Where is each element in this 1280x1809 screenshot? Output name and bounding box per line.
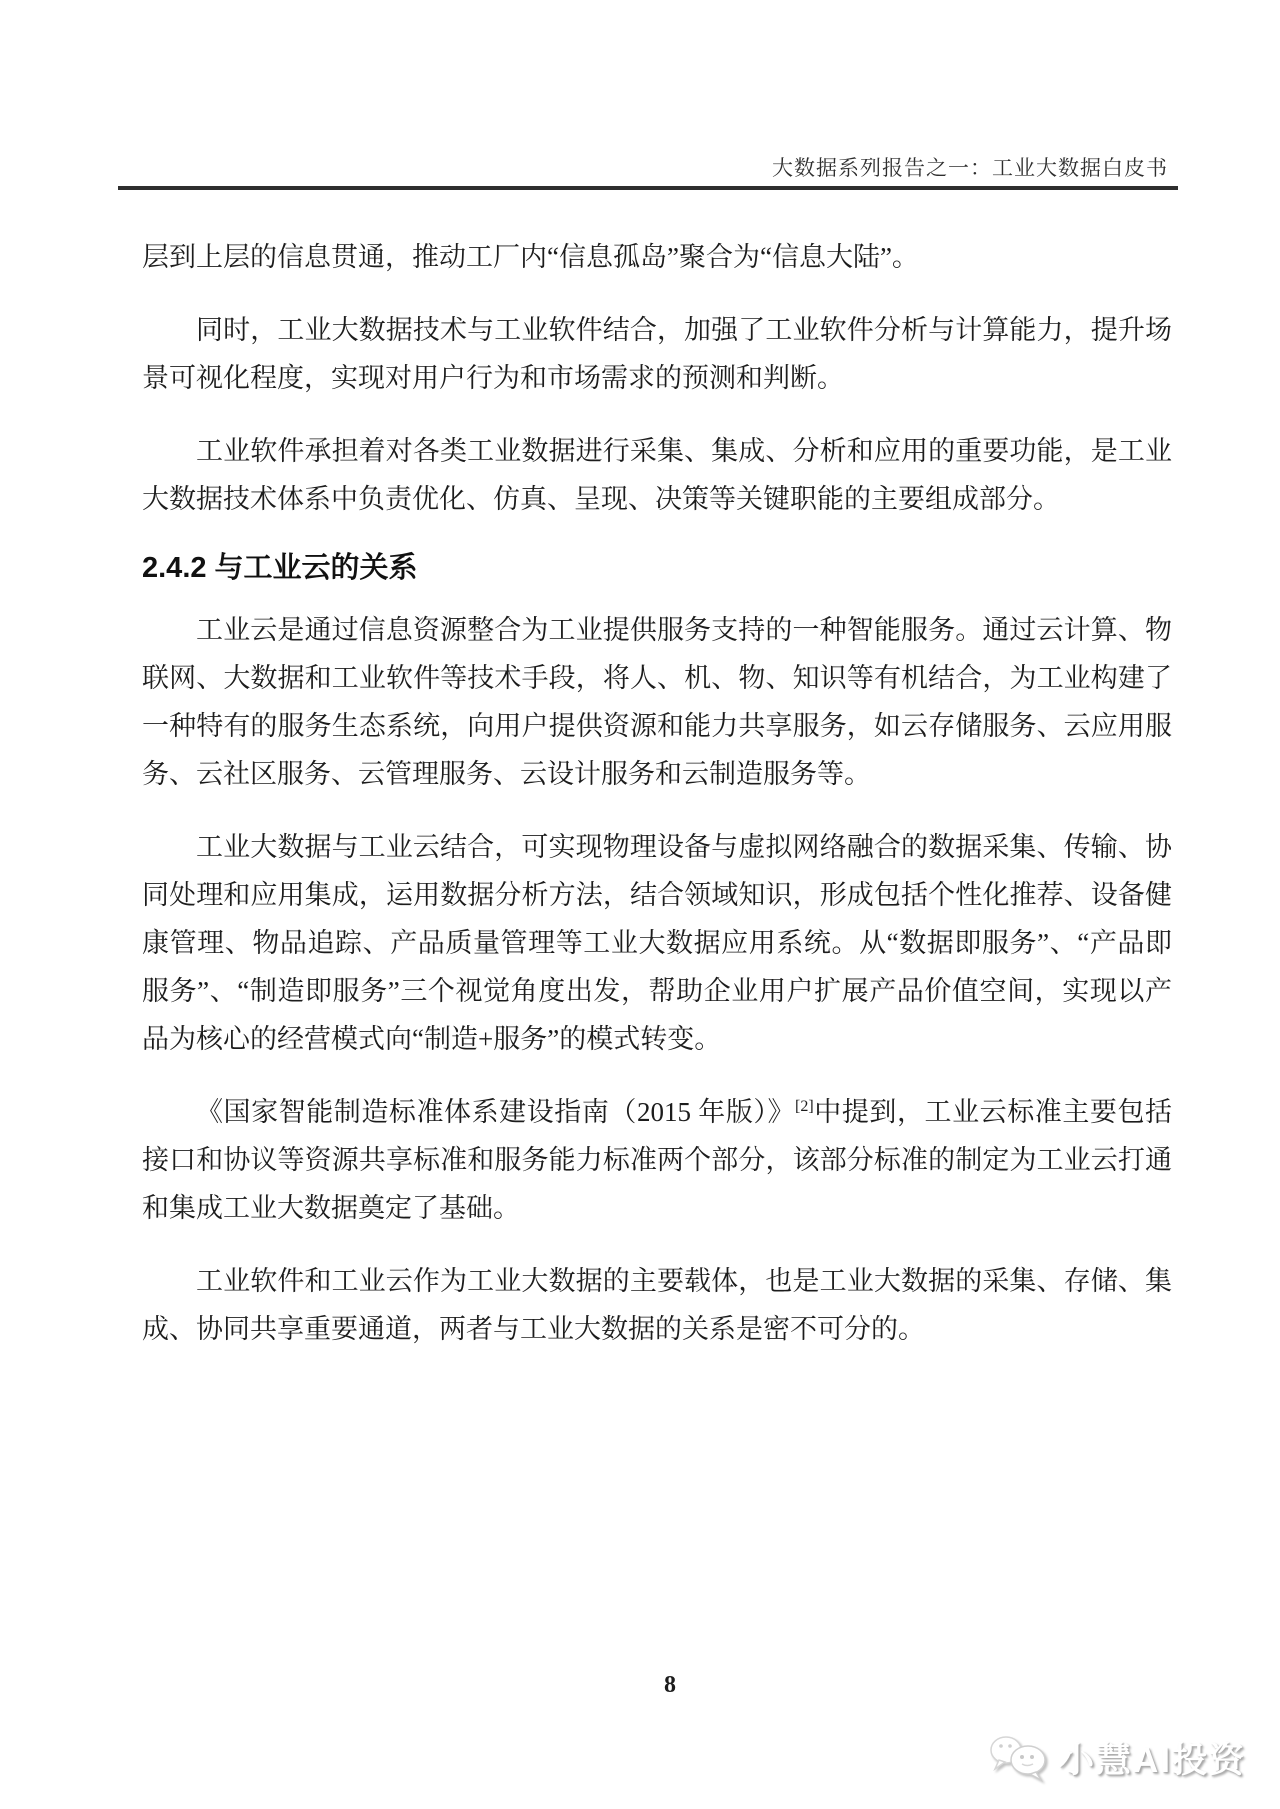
running-header-title: 大数据系列报告之一：工业大数据白皮书 <box>772 156 1168 180</box>
paragraph-bigdata-cloud-combination: 工业大数据与工业云结合，可实现物理设备与虚拟网络融合的数据采集、传输、协同处理和应用集成，运用数据分析方法，结合领域知识，形成包括个性化推荐、设备健康管理、物品追踪、产品质量管理等工业大数据应用系统。从“数据即服务”、“产品即服务”、“制造即服务”三个视觉角度出发，帮助企业用户扩展产品价值空间，实现以产品为核心的经营模式向“制造+服务”的模式转变。 <box>142 832 1172 1054</box>
page-number: 8 <box>664 1672 676 1698</box>
paragraph-carriers-conclusion: 工业软件和工业云作为工业大数据的主要载体，也是工业大数据的采集、存储、集成、协同共享重要通道，两者与工业大数据的关系是密不可分的。 <box>142 1266 1172 1344</box>
footnote-ref-2: [2] <box>795 1098 814 1115</box>
watermark-label: 小慧AI投资 <box>1058 1741 1246 1780</box>
paragraph-national-standard <box>142 1088 1172 1232</box>
section-heading-2-4-2: 2.4.2 与工业云的关系 <box>142 552 418 584</box>
paragraph-national-standard-text: 《国家智能制造标准体系建设指南（2015 年版）》 <box>196 1097 796 1127</box>
paragraph-info-continuation: 层到上层的信息贯通，推动工厂内“信息孤岛”聚合为“信息大陆”。 <box>142 242 919 272</box>
paragraph-software-combination: 同时，工业大数据技术与工业软件结合，加强了工业软件分析与计算能力，提升场景可视化程度，实现对用户行为和市场需求的预测和判断。 <box>142 315 1172 393</box>
document-body <box>142 233 1172 1378</box>
header-rule <box>118 186 1178 190</box>
paragraph-software-functions: 工业软件承担着对各类工业数据进行采集、集成、分析和应用的重要功能，是工业大数据技术体系中负责优化、仿真、呈现、决策等关键职能的主要组成部分。 <box>142 436 1172 514</box>
wechat-icon <box>989 1733 1051 1783</box>
paragraph-industrial-cloud-definition: 工业云是通过信息资源整合为工业提供服务支持的一种智能服务。通过云计算、物联网、大数据和工业软件等技术手段，将人、机、物、知识等有机结合，为工业构建了一种特有的服务生态系统，向用户提供资源和能力共享服务，如云存储服务、云应用服务、云社区服务、云管理服务、云设计服务和云制造服务等。 <box>142 615 1172 789</box>
watermark <box>989 1733 1246 1783</box>
paragraph-national-standard-text-cont: 中提到，工业云标准主要包括接口和协议等资源共享标准和服务能力标准两个部分，该部分标准的制定为工业云打通和集成工业大数据奠定了基础。 <box>142 1097 1173 1223</box>
